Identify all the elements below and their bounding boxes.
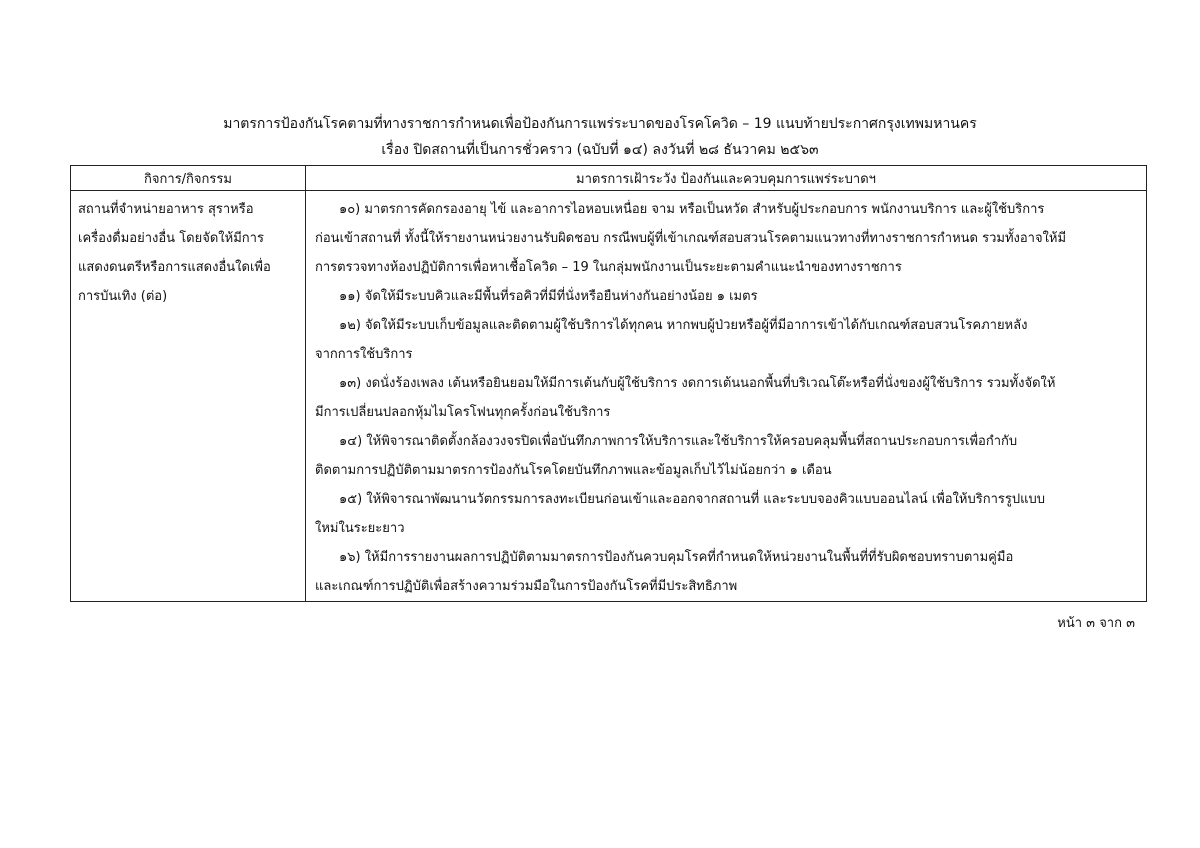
measure-item-11: ๑๑) จัดให้มีระบบคิวและมีพื้นที่รอคิวที่มีที่นั่งหรือยืนห่างกันอย่างน้อย ๑ เมตร [339, 289, 758, 304]
activity-line: การบันเทิง (ต่อ) [78, 289, 168, 304]
table-header-row [71, 166, 1147, 191]
measures-cell [306, 191, 1147, 602]
measure-item-10: ๑๐) มาตรการคัดกรองอายุ ไข้ และอาการไอหอบเหนื่อย จาม หรือเป็นหวัด สำหรับผู้ประกอบการ พนักงานบริการ และผู้ใช้บริการ [339, 202, 1045, 217]
activity-line: เครื่องดื่มอย่างอื่น โดยจัดให้มีการ [78, 231, 264, 246]
measure-item-16: ๑๖) ให้มีการรายงานผลการปฏิบัติตามมาตรการป้องกันควบคุมโรคที่กำหนดให้หน่วยงานในพื้นที่ที่รับผิดชอบทราบตามคู่มือ [339, 550, 1014, 565]
measure-item-13-continued: มีการเปลี่ยนปลอกหุ้มไมโครโฟนทุกครั้งก่อนใช้บริการ [315, 405, 611, 420]
measure-item-15: ๑๕) ให้พิจารณาพัฒนานวัตกรรมการลงทะเบียนก่อนเข้าและออกจากสถานที่ และระบบจองคิวแบบออนไลน์ เพื่อให้บริการรูปแบบ [339, 492, 1045, 507]
measure-item-10-continued: การตรวจทางห้องปฏิบัติการเพื่อหาเชื้อโควิด – 19 ในกลุ่มพนักงานเป็นระยะตามคำแนะนำของทางราชการ [315, 260, 902, 275]
measure-item-16-continued: และเกณฑ์การปฏิบัติเพื่อสร้างความร่วมมือในการป้องกันโรคที่มีประสิทธิภาพ [315, 579, 738, 594]
page-number: หน้า ๓ จาก ๓ [1057, 616, 1135, 631]
measure-item-15-continued: ใหม่ในระยะยาว [315, 521, 405, 536]
measure-item-12-continued: จากการใช้บริการ [315, 347, 413, 362]
activity-cell [71, 191, 306, 602]
title-line-1: มาตรการป้องกันโรคตามที่ทางราชการกำหนดเพื่อป้องกันการแพร่ระบาดของโรคโควิด – 19 แนบท้ายประกาศกรุงเทพมหานคร [223, 116, 977, 132]
measure-item-14-continued: ติดตามการปฏิบัติตามมาตรการป้องกันโรคโดยบันทึกภาพและข้อมูลเก็บไว้ไม่น้อยกว่า ๑ เดือน [315, 463, 832, 478]
activity-line: แสดงดนตรีหรือการแสดงอื่นใดเพื่อ [78, 260, 271, 275]
column-header-activity: กิจการ/กิจกรรม [71, 166, 306, 191]
measure-item-13: ๑๓) งดนั่งร้องเพลง เต้นหรือยินยอมให้มีการเต้นกับผู้ใช้บริการ งดการเต้นนอกพื้นที่บริเวณโต๊ะหรือที่นั่งของผู้ใช้บริการ รวมทั้งจัดให้ [339, 376, 1056, 391]
table-row [71, 191, 1147, 602]
title-line-2: เรื่อง ปิดสถานที่เป็นการชั่วคราว (ฉบับที่ ๑๔) ลงวันที่ ๒๘ ธันวาคม ๒๕๖๓ [381, 142, 819, 158]
measure-item-10-continued: ก่อนเข้าสถานที่ ทั้งนี้ให้รายงานหน่วยงานรับผิดชอบ กรณีพบผู้ที่เข้าเกณฑ์สอบสวนโรคตามแนวทางที่ทางราชการกำหนด รวมทั้งอาจให้มี [315, 231, 1067, 246]
measure-item-14: ๑๔) ให้พิจารณาติดตั้งกล้องวงจรปิดเพื่อบันทึกภาพการให้บริการและใช้บริการให้ครอบคลุมพื้นที่สถานประกอบการเพื่อกำกับ [339, 434, 1018, 449]
document-title [0, 111, 1200, 163]
measure-item-12: ๑๒) จัดให้มีระบบเก็บข้อมูลและติดตามผู้ใช้บริการได้ทุกคน หากพบผู้ป่วยหรือผู้ที่มีอาการเข้าได้กับเกณฑ์สอบสวนโรคภายหลัง [339, 318, 1028, 333]
column-header-measures: มาตรการเฝ้าระวัง ป้องกันและควบคุมการแพร่ระบาดฯ [306, 166, 1147, 191]
activity-line: สถานที่จำหน่ายอาหาร สุราหรือ [78, 202, 254, 217]
measures-table [70, 165, 1147, 602]
